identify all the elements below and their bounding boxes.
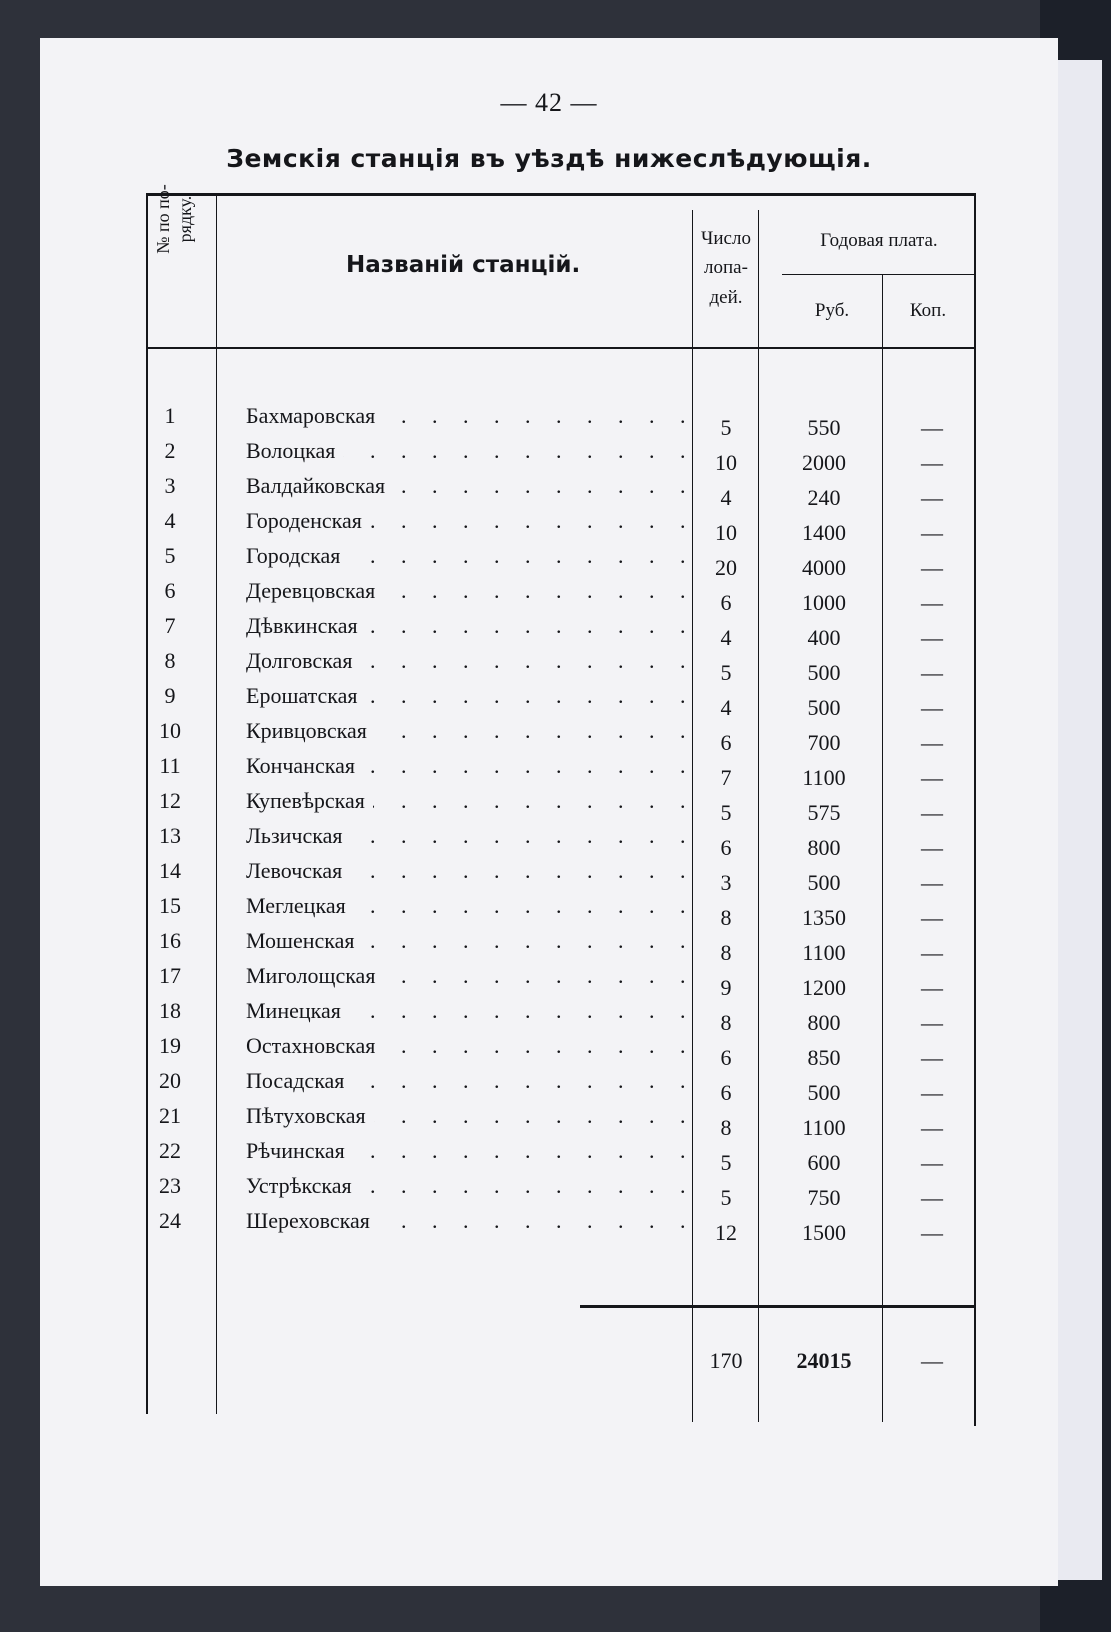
header-row-number: № по по-рядку.: [153, 184, 195, 254]
table-top-rule: [146, 193, 976, 196]
pay-rubles: 750: [807, 1185, 841, 1210]
table-row: [40, 1098, 1058, 1140]
horse-count: 6: [720, 590, 732, 615]
station-name: [246, 713, 694, 749]
pay-rubles: 500: [807, 870, 841, 895]
pay-rubles: 600: [807, 1150, 841, 1175]
table-row: [40, 608, 1058, 650]
table-row: [40, 993, 1058, 1035]
row-number: 21: [159, 1103, 181, 1128]
station-name-text: Минецкая: [246, 998, 349, 1023]
pay-rubles: 850: [807, 1045, 841, 1070]
horse-count: 5: [720, 415, 732, 440]
horse-count: 6: [720, 835, 732, 860]
table-row: [40, 1028, 1058, 1070]
station-name: [246, 853, 694, 889]
station-name-text: Городская: [246, 543, 348, 568]
pay-rubles: 4000: [802, 555, 846, 580]
table-row: [40, 538, 1058, 580]
station-name-text: Валдайковская: [246, 473, 393, 498]
pay-rubles: 1100: [802, 1115, 846, 1140]
pay-rubles: 1100: [802, 765, 846, 790]
table-row: [40, 643, 1058, 685]
pay-kopecks: —: [921, 1220, 943, 1245]
pay-kopecks: —: [921, 625, 943, 650]
row-number: 12: [159, 788, 181, 813]
table-row: [40, 503, 1058, 545]
header-station-name: Названій станцій.: [346, 252, 581, 278]
row-number: 14: [159, 858, 181, 883]
station-name: [246, 993, 694, 1029]
row-number: 10: [159, 718, 181, 743]
pay-rubles: 550: [807, 415, 841, 440]
total-horses: 170: [709, 1348, 743, 1373]
horse-count: 10: [715, 520, 737, 545]
station-name-text: Посадская: [246, 1068, 352, 1093]
row-number: 13: [159, 823, 181, 848]
total-kop: —: [921, 1348, 943, 1373]
horse-count: 3: [720, 870, 732, 895]
row-number: 19: [159, 1033, 181, 1058]
pay-rubles: 1400: [802, 520, 846, 545]
station-name: [246, 1133, 694, 1169]
horse-count: 10: [715, 450, 737, 475]
horse-count: 4: [720, 485, 732, 510]
station-name: [246, 1168, 694, 1204]
station-name-text: Кривцовская: [246, 718, 375, 743]
table-row: [40, 853, 1058, 895]
horse-count: 5: [720, 800, 732, 825]
station-name-text: Бахмаровская: [246, 403, 383, 428]
station-name-text: Рѣчинская: [246, 1138, 353, 1163]
pay-subheader-rule: [782, 274, 976, 275]
station-name: [246, 398, 694, 434]
header-annual-pay: Годовая плата.: [820, 230, 938, 251]
pay-kopecks: —: [921, 1115, 943, 1140]
station-name-text: Миголощская: [246, 963, 383, 988]
pay-rubles: 240: [807, 485, 841, 510]
pay-kopecks: —: [921, 730, 943, 755]
pay-kopecks: —: [921, 800, 943, 825]
row-number: 5: [164, 543, 176, 568]
pay-kopecks: —: [921, 1045, 943, 1070]
station-name: [246, 573, 694, 609]
table-row: [40, 748, 1058, 790]
horse-count: 9: [720, 975, 732, 1000]
header-kop: Коп.: [909, 300, 947, 321]
row-number: 18: [159, 998, 181, 1023]
station-name: [246, 433, 694, 469]
pay-rubles: 500: [807, 695, 841, 720]
pay-rubles: 1000: [802, 590, 846, 615]
row-number: 6: [164, 578, 176, 603]
horse-count: 4: [720, 625, 732, 650]
table-row: [40, 433, 1058, 475]
pay-kopecks: —: [921, 765, 943, 790]
row-number: 4: [164, 508, 176, 533]
station-name-text: Мошенская: [246, 928, 363, 953]
station-name-text: Шереховская: [246, 1208, 378, 1233]
table-row: [40, 573, 1058, 615]
station-name: [246, 923, 694, 959]
station-name: [246, 643, 694, 679]
pay-kopecks: —: [921, 870, 943, 895]
pay-kopecks: —: [921, 485, 943, 510]
station-name: [246, 1028, 694, 1064]
station-name: [246, 1063, 694, 1099]
row-number: 7: [164, 613, 176, 638]
header-bottom-rule: [146, 347, 976, 349]
horse-count: 8: [720, 1115, 732, 1140]
row-number: 8: [164, 648, 176, 673]
pay-kopecks: —: [921, 835, 943, 860]
table-row: [40, 1203, 1058, 1245]
pay-kopecks: —: [921, 975, 943, 1000]
pay-kopecks: —: [921, 520, 943, 545]
horse-count: 5: [720, 660, 732, 685]
row-number: 3: [164, 473, 176, 498]
horse-count: 7: [720, 765, 732, 790]
table-row: [40, 468, 1058, 510]
document-page: [40, 38, 1058, 1586]
station-name-text: Волоцкая: [246, 438, 343, 463]
pay-kopecks: —: [921, 590, 943, 615]
station-name-text: Деревцовская: [246, 578, 383, 603]
pay-rubles: 1200: [802, 975, 846, 1000]
station-name: [246, 503, 694, 539]
station-name-text: Левочская: [246, 858, 350, 883]
total-rule: [580, 1305, 974, 1308]
row-number: 24: [159, 1208, 181, 1233]
pay-rubles: 800: [807, 835, 841, 860]
station-name: [246, 1098, 694, 1134]
station-name-text: Остахновская: [246, 1033, 383, 1058]
row-number: 1: [164, 403, 176, 428]
page-number: — 42 —: [500, 88, 598, 117]
horse-count: 20: [715, 555, 737, 580]
table-row: [40, 1063, 1058, 1105]
header-horses-line-1: Число: [701, 228, 751, 249]
table-row: [40, 888, 1058, 930]
station-name-text: Купевѣрская: [246, 788, 373, 813]
station-name-text: Устрѣкская: [246, 1173, 360, 1198]
pay-rubles: 700: [807, 730, 841, 755]
total-rub: 24015: [796, 1348, 852, 1373]
table-row: [40, 818, 1058, 860]
table-row: [40, 1133, 1058, 1175]
station-name: [246, 888, 694, 924]
row-number: 23: [159, 1173, 181, 1198]
pay-rubles: 800: [807, 1010, 841, 1035]
table-row: [40, 678, 1058, 720]
horse-count: 8: [720, 940, 732, 965]
pay-kopecks: —: [921, 1080, 943, 1105]
horse-count: 5: [720, 1185, 732, 1210]
station-name: [246, 1203, 694, 1239]
horse-count: 4: [720, 695, 732, 720]
station-name: [246, 783, 694, 819]
page-heading: Земскія станція въ уѣздѣ нижеслѣдующія.: [226, 144, 872, 173]
row-number: 9: [164, 683, 176, 708]
row-number: 16: [159, 928, 181, 953]
pay-rubles: 575: [807, 800, 841, 825]
horse-count: 5: [720, 1150, 732, 1175]
header-horses-line-3: дей.: [709, 286, 743, 308]
pay-kopecks: —: [921, 450, 943, 475]
table-row: [40, 398, 1058, 440]
pay-kopecks: —: [921, 1010, 943, 1035]
station-name: [246, 608, 694, 644]
pay-rubles: 1500: [802, 1220, 846, 1245]
row-number: 20: [159, 1068, 181, 1093]
row-number: 17: [159, 963, 181, 988]
horse-count: 6: [720, 730, 732, 755]
station-name: [246, 538, 694, 574]
station-name-text: Меглецкая: [246, 893, 354, 918]
table-row: [40, 958, 1058, 1000]
table-row: [40, 713, 1058, 755]
horse-count: 8: [720, 905, 732, 930]
row-number: 15: [159, 893, 181, 918]
header-rub: Руб.: [814, 300, 850, 321]
station-name: [246, 958, 694, 994]
header-horses: [694, 224, 758, 312]
pay-rubles: 2000: [802, 450, 846, 475]
station-name-text: Ерошатская: [246, 683, 365, 708]
pay-kopecks: —: [921, 660, 943, 685]
station-name-text: Долговская: [246, 648, 360, 673]
pay-rubles: 400: [807, 625, 841, 650]
pay-kopecks: —: [921, 940, 943, 965]
table-row: [40, 1168, 1058, 1210]
table-row: [40, 923, 1058, 965]
pay-kopecks: —: [921, 555, 943, 580]
pay-rubles: 1350: [802, 905, 846, 930]
station-name-text: Пѣтуховская: [246, 1103, 374, 1128]
station-name: [246, 468, 694, 504]
next-page-edge: [1058, 60, 1102, 1580]
horse-count: 6: [720, 1080, 732, 1105]
pay-kopecks: —: [921, 905, 943, 930]
station-name-text: Дѣвкинская: [246, 613, 366, 638]
row-number: 22: [159, 1138, 181, 1163]
pay-rubles: 500: [807, 660, 841, 685]
row-number: 11: [159, 753, 181, 778]
pay-kopecks: —: [921, 1185, 943, 1210]
horse-count: 6: [720, 1045, 732, 1070]
horse-count: 12: [715, 1220, 737, 1245]
pay-rubles: 500: [807, 1080, 841, 1105]
pay-kopecks: —: [921, 695, 943, 720]
pay-kopecks: —: [921, 415, 943, 440]
pay-kopecks: —: [921, 1150, 943, 1175]
station-name-text: Кончанская: [246, 753, 363, 778]
station-name: [246, 818, 694, 854]
station-name: [246, 678, 694, 714]
station-name-text: Льзичская: [246, 823, 351, 848]
station-name: [246, 748, 694, 784]
station-name-text: Городенская: [246, 508, 370, 533]
horse-count: 8: [720, 1010, 732, 1035]
pay-rubles: 1100: [802, 940, 846, 965]
table-row: [40, 783, 1058, 825]
row-number: 2: [164, 438, 176, 463]
header-horses-line-2: лопа-: [704, 257, 748, 279]
